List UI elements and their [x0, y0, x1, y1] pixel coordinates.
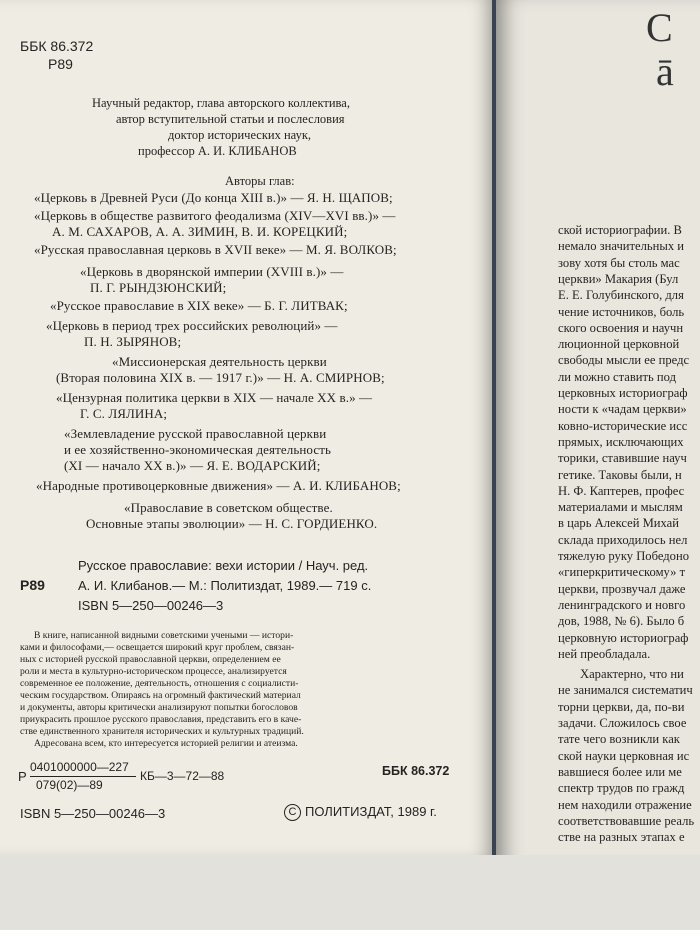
- formula-prefix: Р: [18, 769, 27, 784]
- editor-line: доктор исторических наук,: [168, 128, 312, 142]
- right-page-line: церкви, прозвучал даже: [558, 581, 686, 596]
- author-line: «Миссионерская деятельность церкви: [112, 354, 327, 369]
- author-line: Основные этапы эволюции» — Н. С. ГОРДИЕНКО.: [86, 516, 378, 531]
- right-page-line: церковную историограф: [558, 630, 689, 645]
- right-page-line: Е. Е. Голубинского, для: [558, 288, 684, 303]
- right-page-line: вавшиеся более или ме: [558, 764, 682, 779]
- author-line: (Вторая половина XIX в. — 1917 г.)» — Н. А. СМИРНОВ;: [56, 370, 385, 385]
- right-page-line: ской науки церковная ис: [558, 748, 690, 763]
- code-header: Р89: [48, 56, 73, 72]
- right-page-line: чение источников, боль: [558, 304, 685, 319]
- right-page-line: стве на разных этапах е: [558, 830, 685, 845]
- right-page-line: торики, ставившие науч: [558, 451, 687, 466]
- right-page-line: торни церкви, да, по-ви: [558, 699, 685, 714]
- right-page: [496, 0, 700, 930]
- annotation-line: ками и философами,— освещается широкий круг проблем, связан-: [20, 642, 295, 653]
- right-header-glyph: ā: [656, 49, 674, 94]
- authors-heading: Авторы глав:: [225, 174, 295, 188]
- table-surface: [0, 855, 700, 930]
- copyright: [284, 804, 437, 821]
- author-line: (XI — начало XX в.)» — Я. Е. ВОДАРСКИЙ;: [64, 458, 321, 473]
- bbk-footer: ББК 86.372: [382, 764, 450, 778]
- right-page-line: немало значительных и: [558, 239, 685, 254]
- catalog-line: Русское православие: вехи истории / Науч. ред.: [78, 558, 369, 573]
- annotation-line: приукрасить прошлое русского православия, представить его в каче-: [20, 714, 302, 725]
- formula-fraction-line: [30, 776, 136, 777]
- right-page-line: не занимался систематич: [558, 683, 693, 698]
- catalog-line: ISBN 5—250—00246—3: [78, 598, 224, 613]
- right-page-line: церковных историограф: [558, 386, 688, 400]
- copyright-icon: C: [284, 804, 301, 821]
- right-page-line: ленинградского и новго: [558, 597, 686, 612]
- author-line: «Землевладение русской православной церкви: [64, 426, 327, 441]
- author-line: П. Н. ЗЫРЯНОВ;: [84, 334, 182, 349]
- author-line: и ее хозяйственно-экономическая деятельность: [64, 442, 332, 457]
- right-header-glyph: С: [646, 5, 673, 50]
- annotation-line: В книге, написанной видными советскими учеными — истори-: [34, 630, 294, 641]
- formula-suffix: КБ—3—72—88: [140, 769, 225, 783]
- editor-line: профессор А. И. КЛИБАНОВ: [138, 144, 297, 158]
- author-line: «Церковь в Древней Руси (До конца XIII в.)» — Я. Н. ЩАПОВ;: [34, 190, 393, 205]
- right-page-line: свободы мысли ее предс: [558, 353, 690, 368]
- author-line: «Церковь в период трех российских революций» —: [46, 318, 338, 333]
- author-line: «Народные противоцерковные движения» — А. И. КЛИБАНОВ;: [36, 478, 401, 493]
- copyright-text: ПОЛИТИЗДАТ, 1989 г.: [305, 804, 437, 819]
- annotation-line: стве единственного хранителя исторических и культурных традиций.: [20, 726, 304, 737]
- right-page-line: Характерно, что ни: [580, 667, 684, 682]
- editor-line: автор вступительной статьи и послесловия: [116, 112, 345, 126]
- author-line: «Православие в советском обществе.: [124, 500, 333, 515]
- annotation-line: и документы, авторы критически анализируют попытки богословов: [20, 702, 298, 713]
- author-line: А. М. САХАРОВ, А. А. ЗИМИН, В. И. КОРЕЦКИЙ;: [52, 224, 348, 239]
- right-page-line: ней преобладала.: [558, 646, 651, 661]
- right-page-line: материалами и мыслям: [558, 500, 683, 515]
- right-page-line: тяжелую руку Победоно: [558, 549, 690, 563]
- right-page-line: ности к «чадам церкви»: [558, 402, 687, 417]
- annotation-line: роли и места в культурно-историческом процессе, анализируется: [20, 666, 287, 677]
- right-page-line: люционной церковной: [558, 337, 680, 352]
- right-page-line: Н. Ф. Каптерев, профес: [558, 483, 685, 498]
- isbn-footer: ISBN 5—250—00246—3: [20, 806, 166, 821]
- author-line: «Русское православие в XIX веке» — Б. Г. ЛИТВАК;: [50, 298, 348, 313]
- right-page-line: нем находили отражение: [558, 797, 692, 812]
- right-page-line: ской историографии. В: [558, 223, 682, 237]
- author-line: «Церковь в обществе развитого феодализма (XIV—XVI вв.)» —: [34, 208, 396, 223]
- right-page-line: церкви» Макария (Бул: [558, 271, 679, 286]
- right-page-line: дов, 1988, № 6). Было б: [558, 614, 685, 629]
- annotation-line: современное ее положение, деятельность, отношения с социалисти-: [20, 678, 299, 689]
- right-page-line: в царь Алексей Михай: [558, 516, 680, 531]
- author-line: П. Г. РЫНДЗЮНСКИЙ;: [90, 280, 227, 295]
- formula-denominator: 079(02)—89: [36, 778, 103, 792]
- author-line: «Цензурная политика церкви в XIX — начале XX в.» —: [56, 390, 373, 405]
- catalog-line: А. И. Клибанов.— М.: Политиздат, 1989.— 719 с.: [78, 578, 372, 593]
- right-page-line: ли можно ставить под: [558, 369, 677, 384]
- right-page-line: склада приходилось нел: [558, 532, 688, 547]
- right-page-line: гетике. Таковы были, н: [558, 467, 682, 482]
- right-page-line: «гиперкритическому» т: [558, 565, 686, 580]
- right-page-line: прямых, исключающих: [558, 434, 684, 449]
- bbk-header: ББК 86.372: [20, 38, 94, 54]
- right-page-line: зову хотя бы столь мас: [558, 255, 680, 270]
- annotation-line: ческим государством. Опираясь на огромный фактический материал: [20, 690, 301, 701]
- annotation-line: Адресована всем, кто интересуется историей религии и атеизма.: [34, 738, 298, 749]
- right-page-line: соответствовавшие реаль: [558, 813, 695, 828]
- right-page-line: спектр трудов по гражд: [558, 781, 685, 796]
- right-page-line: ского освоения и научн: [558, 320, 684, 335]
- annotation-line: ных с историей русской православной церкви, определением ее: [20, 654, 281, 665]
- author-line: «Русская православная церковь в XVII веке» — М. Я. ВОЛКОВ;: [34, 242, 397, 257]
- right-page-line: ковно-исторические исс: [558, 418, 688, 433]
- author-line: Г. С. ЛЯЛИНА;: [80, 406, 168, 421]
- right-page-line: тате чего возникли как: [558, 732, 680, 747]
- right-page-line: задачи. Сложилось свое: [558, 716, 687, 730]
- catalog-code: Р89: [20, 577, 45, 593]
- author-line: «Церковь в дворянской империи (XVIII в.)» —: [80, 264, 344, 279]
- formula-numerator: 0401000000—227: [30, 760, 129, 774]
- editor-line: Научный редактор, глава авторского коллектива,: [92, 96, 350, 110]
